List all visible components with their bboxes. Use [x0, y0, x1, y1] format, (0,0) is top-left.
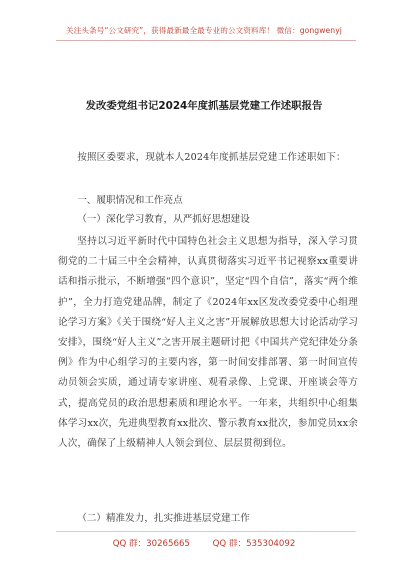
intro-paragraph: 按照区委要求，现就本人2024年度抓基层党建工作述职如下：	[77, 152, 346, 163]
footer	[0, 537, 408, 549]
body-paragraph-1: 坚持以习近平新时代中国特色社会主义思想为指导，深入学习贯彻党的二十届三中全会精神，认真贯彻落实习近平书记视察xx重要讲话和指示批示，不断增强“四个意识”，坚定“四个自信”，落实“两个维护”，全力打造党建品牌，制定了《2024年xx区发改委党委中心组理论学习方案》《关于围绕“好人主义之害”开展解放思想大讨论活动学习安排》，围绕“好人主义”之害开展主题研讨把《中国共产党纪律处分条例》作为中心组学习的主要内容，第一时间安排部署、第一时间宣传动员领会实质，通过请专家讲座、观看录像、上党课、开座谈会等方式，提高党员的政治思想素质和理论水平。一年来，共组织中心组集体学习xx次，先进典型教育xx批次、警示教育xx批次，参加党员xx余人次，确保了上级精神人人领会到位、层层贯彻到位。	[58, 236, 358, 450]
footer-qq-group-1: QQ 群：30265665	[112, 539, 190, 549]
document-title: 发改委党组书记2024年度抓基层党建工作述职报告	[85, 100, 323, 112]
header-divider	[56, 40, 356, 41]
footer-qq-group-2: QQ 群：535304092	[212, 539, 296, 549]
subsection-heading-2: （二）精准发力，扎实推进基层党建工作	[77, 513, 250, 524]
header-banner: 关注头条号“公文研究”，获得最新最全最专业的公文资料库！ 微信：gongwenyj	[66, 26, 342, 35]
footer-divider	[56, 531, 356, 532]
subsection-heading-1: （一）深化学习教育，从严抓好思想建设	[77, 214, 250, 225]
section-heading-1: 一、履职情况和工作亮点	[77, 195, 183, 206]
